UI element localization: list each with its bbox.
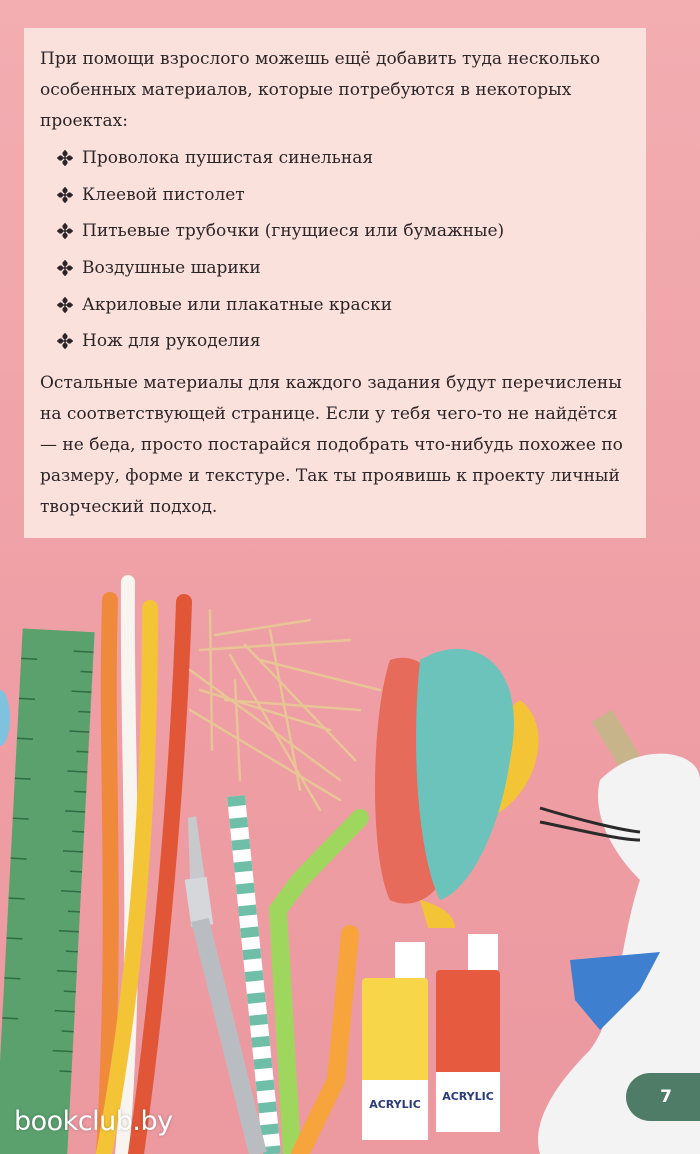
list-item	[56, 177, 616, 214]
list-item	[56, 286, 616, 323]
tube-label: ACRYLIC	[442, 1090, 494, 1103]
green-ruler	[0, 628, 95, 1154]
balloons	[375, 649, 539, 928]
orange-bendy-straw	[300, 934, 350, 1154]
list-item	[56, 213, 616, 250]
clover-bullet-icon	[56, 296, 74, 314]
yellow-paint-tube	[362, 942, 428, 1140]
tube-label: ACRYLIC	[369, 1098, 421, 1111]
list-item-label: Нож для рукоделия	[82, 331, 261, 352]
list-item-label: Воздушные шарики	[82, 258, 261, 279]
clover-bullet-icon	[56, 186, 74, 204]
clover-bullet-icon	[56, 259, 74, 277]
text-panel	[24, 28, 646, 538]
craft-supplies-photo	[0, 560, 700, 1154]
list-item-label: Акриловые или плакатные краски	[82, 294, 393, 315]
page-number-badge: 7	[626, 1073, 700, 1121]
list-item	[56, 250, 616, 287]
list-item-label: Клеевой пистолет	[82, 184, 245, 205]
list-item-label: Питьевые трубочки (гнущиеся или бумажные)	[82, 221, 505, 242]
list-item	[56, 323, 616, 360]
clover-bullet-icon	[56, 149, 74, 167]
materials-list	[56, 140, 616, 360]
red-paint-tube	[436, 934, 500, 1132]
outro-paragraph: Остальные материалы для каждого задания будут перечислены на соответствующей странице. Если у тебя чего-то не найдётся — не беда, просто постарайся подобрать что-нибудь похожее по размеру, форме и текстуре. Так ты проявишь к проекту личный творческий подход.	[40, 373, 623, 517]
clover-bullet-icon	[56, 332, 74, 350]
list-item	[56, 140, 616, 177]
toothpicks	[190, 610, 380, 810]
pipe-cleaners	[104, 582, 184, 1154]
intro-paragraph: При помощи взрослого можешь ещё добавить туда несколько особенных материалов, которые потребуются в некоторых проектах:	[40, 49, 601, 131]
blue-cap	[0, 690, 10, 746]
clover-bullet-icon	[56, 222, 74, 240]
watermark: bookclub.by	[14, 1106, 173, 1137]
list-item-label: Проволока пушистая синельная	[82, 148, 374, 169]
